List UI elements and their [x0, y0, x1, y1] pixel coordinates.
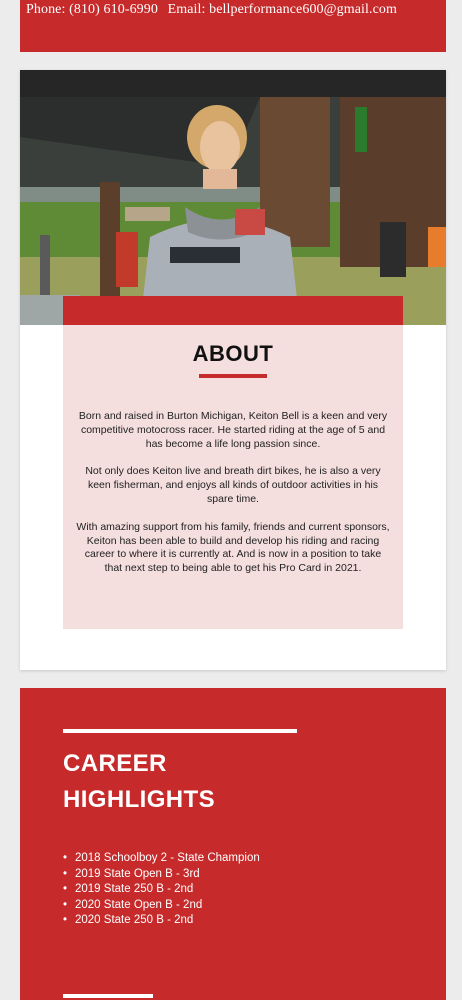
career-heading	[63, 746, 363, 818]
contact-line	[26, 2, 446, 18]
career-section	[20, 688, 446, 1000]
about-body	[75, 410, 391, 590]
career-highlights-list	[63, 851, 423, 929]
about-heading: ABOUT	[192, 341, 274, 366]
list-item: • 2019 State 250 B - 2nd	[63, 882, 423, 898]
photo-top-strip	[20, 70, 446, 97]
list-item: • 2019 State Open B - 3rd	[63, 867, 423, 883]
about-box-accent	[63, 296, 403, 325]
list-item: • 2018 Schoolboy 2 - State Champion	[63, 851, 423, 867]
rider-photo-illustration	[20, 97, 446, 325]
email-link[interactable]: Email: bellperformance600@gmail.com	[167, 2, 398, 17]
about-section	[20, 70, 446, 670]
about-paragraph: With amazing support from his family, friends and current sponsors, Keiton has been able to build and develop his riding and racing career to where it is currently at. And is now in a position to take that next step to being able to get his Pro Card in 2021.	[76, 520, 390, 575]
about-content-box	[63, 296, 403, 629]
about-paragraph: Born and raised in Burton Michigan, Keiton Bell is a keen and very competitive motocross racer. He started riding at the age of 5 and has become a life long passion since.	[78, 410, 388, 450]
list-item: • 2020 State Open B - 2nd	[63, 898, 423, 914]
rider-photo	[20, 97, 446, 325]
list-item: • 2020 State 250 B - 2nd	[63, 913, 423, 929]
career-heading-line2: HIGHLIGHTS	[63, 786, 215, 813]
about-heading-underline	[199, 374, 267, 378]
career-heading-line1: CAREER	[63, 750, 167, 777]
phone-link[interactable]: Phone: (810) 610-6990	[26, 2, 158, 17]
career-top-rule	[63, 729, 297, 733]
career-bottom-rule	[63, 994, 153, 998]
about-paragraph: Not only does Keiton live and breath dirt bikes, he is also a very keen fisherman, and enjoys all kinds of outdoor activities in his spare time.	[85, 465, 381, 505]
